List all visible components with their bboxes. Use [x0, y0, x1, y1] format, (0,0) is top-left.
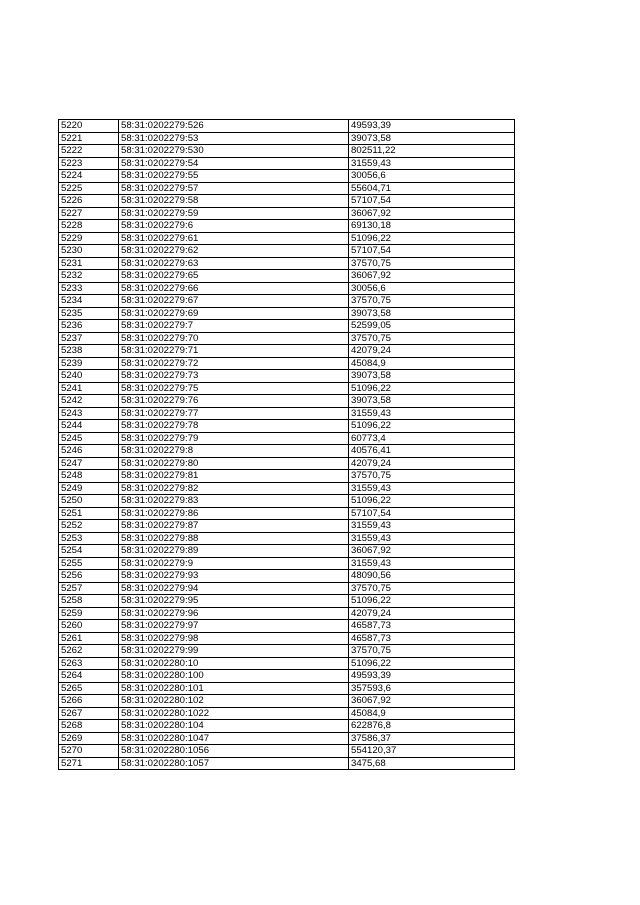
- cadastral-number-cell: 58:31:0202279:72: [119, 357, 349, 370]
- table-row: [59, 545, 515, 558]
- cadastral-number-cell: 58:31:0202279:69: [119, 307, 349, 320]
- row-number-cell: 5239: [59, 357, 119, 370]
- cadastral-number-cell: 58:31:0202280:1056: [119, 745, 349, 758]
- value-cell: 57107,54: [349, 507, 515, 520]
- table-row: [59, 420, 515, 433]
- value-cell: 51096,22: [349, 232, 515, 245]
- table-row: [59, 245, 515, 258]
- row-number-cell: 5260: [59, 620, 119, 633]
- row-number-cell: 5225: [59, 182, 119, 195]
- value-cell: 31559,43: [349, 557, 515, 570]
- cadastral-number-cell: 58:31:0202279:81: [119, 470, 349, 483]
- value-cell: 31559,43: [349, 482, 515, 495]
- cadastral-number-cell: 58:31:0202279:65: [119, 270, 349, 283]
- row-number-cell: 5222: [59, 145, 119, 158]
- cadastral-number-cell: 58:31:0202279:77: [119, 407, 349, 420]
- row-number-cell: 5231: [59, 257, 119, 270]
- table-row: [59, 632, 515, 645]
- table-row: [59, 320, 515, 333]
- table-body: [59, 120, 515, 770]
- value-cell: 36067,92: [349, 207, 515, 220]
- value-cell: 357593,6: [349, 682, 515, 695]
- value-cell: 69130,18: [349, 220, 515, 233]
- row-number-cell: 5245: [59, 432, 119, 445]
- cadastral-number-cell: 58:31:0202279:526: [119, 120, 349, 133]
- cadastral-number-cell: 58:31:0202279:57: [119, 182, 349, 195]
- row-number-cell: 5232: [59, 270, 119, 283]
- value-cell: 42079,24: [349, 457, 515, 470]
- row-number-cell: 5257: [59, 582, 119, 595]
- row-number-cell: 5254: [59, 545, 119, 558]
- value-cell: 31559,43: [349, 532, 515, 545]
- cadastral-number-cell: 58:31:0202279:99: [119, 645, 349, 658]
- cadastral-value-table: [58, 119, 515, 770]
- row-number-cell: 5230: [59, 245, 119, 258]
- row-number-cell: 5252: [59, 520, 119, 533]
- row-number-cell: 5262: [59, 645, 119, 658]
- cadastral-number-cell: 58:31:0202280:104: [119, 720, 349, 733]
- table-row: [59, 470, 515, 483]
- table-row: [59, 495, 515, 508]
- row-number-cell: 5258: [59, 595, 119, 608]
- row-number-cell: 5220: [59, 120, 119, 133]
- value-cell: 37570,75: [349, 332, 515, 345]
- table-row: [59, 695, 515, 708]
- cadastral-number-cell: 58:31:0202279:86: [119, 507, 349, 520]
- table-row: [59, 582, 515, 595]
- row-number-cell: 5224: [59, 170, 119, 183]
- value-cell: 39073,58: [349, 307, 515, 320]
- table-row: [59, 332, 515, 345]
- value-cell: 3475,68: [349, 757, 515, 770]
- cadastral-number-cell: 58:31:0202279:98: [119, 632, 349, 645]
- table-row: [59, 207, 515, 220]
- table-row: [59, 507, 515, 520]
- value-cell: 622876,8: [349, 720, 515, 733]
- table-row: [59, 395, 515, 408]
- row-number-cell: 5249: [59, 482, 119, 495]
- value-cell: 36067,92: [349, 545, 515, 558]
- table-row: [59, 607, 515, 620]
- value-cell: 51096,22: [349, 420, 515, 433]
- row-number-cell: 5267: [59, 707, 119, 720]
- cadastral-number-cell: 58:31:0202279:96: [119, 607, 349, 620]
- value-cell: 36067,92: [349, 270, 515, 283]
- cadastral-number-cell: 58:31:0202279:79: [119, 432, 349, 445]
- row-number-cell: 5248: [59, 470, 119, 483]
- value-cell: 49593,39: [349, 120, 515, 133]
- row-number-cell: 5240: [59, 370, 119, 383]
- table-row: [59, 370, 515, 383]
- table-row: [59, 307, 515, 320]
- table-row: [59, 682, 515, 695]
- cadastral-number-cell: 58:31:0202279:70: [119, 332, 349, 345]
- value-cell: 802511,22: [349, 145, 515, 158]
- row-number-cell: 5228: [59, 220, 119, 233]
- value-cell: 31559,43: [349, 157, 515, 170]
- table-row: [59, 407, 515, 420]
- cadastral-number-cell: 58:31:0202280:1047: [119, 732, 349, 745]
- cadastral-number-cell: 58:31:0202279:63: [119, 257, 349, 270]
- table-row: [59, 445, 515, 458]
- cadastral-number-cell: 58:31:0202280:1057: [119, 757, 349, 770]
- row-number-cell: 5234: [59, 295, 119, 308]
- row-number-cell: 5255: [59, 557, 119, 570]
- cadastral-number-cell: 58:31:0202280:10: [119, 657, 349, 670]
- value-cell: 52599,05: [349, 320, 515, 333]
- table-row: [59, 532, 515, 545]
- row-number-cell: 5264: [59, 670, 119, 683]
- cadastral-number-cell: 58:31:0202279:88: [119, 532, 349, 545]
- value-cell: 46587,73: [349, 620, 515, 633]
- cadastral-number-cell: 58:31:0202279:61: [119, 232, 349, 245]
- value-cell: 37570,75: [349, 295, 515, 308]
- table-row: [59, 257, 515, 270]
- cadastral-number-cell: 58:31:0202279:530: [119, 145, 349, 158]
- cadastral-number-cell: 58:31:0202279:95: [119, 595, 349, 608]
- table-row: [59, 457, 515, 470]
- table-row: [59, 595, 515, 608]
- row-number-cell: 5243: [59, 407, 119, 420]
- value-cell: 40576,41: [349, 445, 515, 458]
- value-cell: 51096,22: [349, 657, 515, 670]
- table-row: [59, 182, 515, 195]
- cadastral-number-cell: 58:31:0202279:67: [119, 295, 349, 308]
- table-row: [59, 557, 515, 570]
- row-number-cell: 5221: [59, 132, 119, 145]
- row-number-cell: 5270: [59, 745, 119, 758]
- table-row: [59, 645, 515, 658]
- cadastral-number-cell: 58:31:0202279:94: [119, 582, 349, 595]
- cadastral-number-cell: 58:31:0202279:54: [119, 157, 349, 170]
- value-cell: 55604,71: [349, 182, 515, 195]
- value-cell: 42079,24: [349, 607, 515, 620]
- table-row: [59, 732, 515, 745]
- value-cell: 31559,43: [349, 520, 515, 533]
- cadastral-number-cell: 58:31:0202279:71: [119, 345, 349, 358]
- value-cell: 30056,6: [349, 282, 515, 295]
- value-cell: 37586,37: [349, 732, 515, 745]
- cadastral-number-cell: 58:31:0202279:75: [119, 382, 349, 395]
- cadastral-number-cell: 58:31:0202280:100: [119, 670, 349, 683]
- value-cell: 48090,56: [349, 570, 515, 583]
- row-number-cell: 5265: [59, 682, 119, 695]
- table-row: [59, 670, 515, 683]
- table-row: [59, 745, 515, 758]
- cadastral-number-cell: 58:31:0202279:83: [119, 495, 349, 508]
- table-row: [59, 157, 515, 170]
- row-number-cell: 5227: [59, 207, 119, 220]
- cadastral-number-cell: 58:31:0202279:87: [119, 520, 349, 533]
- cadastral-number-cell: 58:31:0202279:7: [119, 320, 349, 333]
- row-number-cell: 5247: [59, 457, 119, 470]
- value-cell: 51096,22: [349, 495, 515, 508]
- cadastral-number-cell: 58:31:0202279:80: [119, 457, 349, 470]
- value-cell: 37570,75: [349, 645, 515, 658]
- row-number-cell: 5242: [59, 395, 119, 408]
- cadastral-number-cell: 58:31:0202279:73: [119, 370, 349, 383]
- value-cell: 45084,9: [349, 357, 515, 370]
- table-row: [59, 145, 515, 158]
- row-number-cell: 5253: [59, 532, 119, 545]
- table-row: [59, 720, 515, 733]
- table-row: [59, 657, 515, 670]
- row-number-cell: 5246: [59, 445, 119, 458]
- table-row: [59, 170, 515, 183]
- row-number-cell: 5259: [59, 607, 119, 620]
- row-number-cell: 5256: [59, 570, 119, 583]
- table-row: [59, 570, 515, 583]
- table-row: [59, 270, 515, 283]
- row-number-cell: 5263: [59, 657, 119, 670]
- cadastral-number-cell: 58:31:0202279:62: [119, 245, 349, 258]
- table-row: [59, 345, 515, 358]
- table-row: [59, 232, 515, 245]
- value-cell: 37570,75: [349, 470, 515, 483]
- row-number-cell: 5271: [59, 757, 119, 770]
- table-row: [59, 757, 515, 770]
- table-row: [59, 282, 515, 295]
- row-number-cell: 5236: [59, 320, 119, 333]
- row-number-cell: 5235: [59, 307, 119, 320]
- row-number-cell: 5226: [59, 195, 119, 208]
- cadastral-number-cell: 58:31:0202279:6: [119, 220, 349, 233]
- value-cell: 46587,73: [349, 632, 515, 645]
- row-number-cell: 5223: [59, 157, 119, 170]
- row-number-cell: 5229: [59, 232, 119, 245]
- cadastral-number-cell: 58:31:0202279:97: [119, 620, 349, 633]
- value-cell: 39073,58: [349, 395, 515, 408]
- cadastral-number-cell: 58:31:0202280:1022: [119, 707, 349, 720]
- row-number-cell: 5244: [59, 420, 119, 433]
- value-cell: 51096,22: [349, 595, 515, 608]
- row-number-cell: 5261: [59, 632, 119, 645]
- cadastral-number-cell: 58:31:0202280:102: [119, 695, 349, 708]
- cadastral-number-cell: 58:31:0202279:82: [119, 482, 349, 495]
- cadastral-number-cell: 58:31:0202279:55: [119, 170, 349, 183]
- table-row: [59, 382, 515, 395]
- row-number-cell: 5251: [59, 507, 119, 520]
- cadastral-number-cell: 58:31:0202280:101: [119, 682, 349, 695]
- value-cell: 45084,9: [349, 707, 515, 720]
- table-row: [59, 432, 515, 445]
- value-cell: 30056,6: [349, 170, 515, 183]
- row-number-cell: 5233: [59, 282, 119, 295]
- row-number-cell: 5250: [59, 495, 119, 508]
- value-cell: 57107,54: [349, 195, 515, 208]
- value-cell: 51096,22: [349, 382, 515, 395]
- cadastral-number-cell: 58:31:0202279:53: [119, 132, 349, 145]
- table-row: [59, 295, 515, 308]
- table-row: [59, 357, 515, 370]
- table-row: [59, 195, 515, 208]
- value-cell: 554120,37: [349, 745, 515, 758]
- cadastral-number-cell: 58:31:0202279:78: [119, 420, 349, 433]
- value-cell: 31559,43: [349, 407, 515, 420]
- cadastral-number-cell: 58:31:0202279:59: [119, 207, 349, 220]
- value-cell: 37570,75: [349, 582, 515, 595]
- cadastral-number-cell: 58:31:0202279:8: [119, 445, 349, 458]
- row-number-cell: 5268: [59, 720, 119, 733]
- cadastral-number-cell: 58:31:0202279:76: [119, 395, 349, 408]
- value-cell: 39073,58: [349, 132, 515, 145]
- value-cell: 49593,39: [349, 670, 515, 683]
- table-row: [59, 520, 515, 533]
- cadastral-number-cell: 58:31:0202279:58: [119, 195, 349, 208]
- value-cell: 60773,4: [349, 432, 515, 445]
- row-number-cell: 5241: [59, 382, 119, 395]
- row-number-cell: 5269: [59, 732, 119, 745]
- table-row: [59, 482, 515, 495]
- cadastral-number-cell: 58:31:0202279:9: [119, 557, 349, 570]
- row-number-cell: 5238: [59, 345, 119, 358]
- row-number-cell: 5266: [59, 695, 119, 708]
- cadastral-number-cell: 58:31:0202279:93: [119, 570, 349, 583]
- value-cell: 42079,24: [349, 345, 515, 358]
- value-cell: 57107,54: [349, 245, 515, 258]
- table-row: [59, 120, 515, 133]
- table-row: [59, 132, 515, 145]
- table-row: [59, 707, 515, 720]
- row-number-cell: 5237: [59, 332, 119, 345]
- value-cell: 39073,58: [349, 370, 515, 383]
- value-cell: 37570,75: [349, 257, 515, 270]
- table-row: [59, 620, 515, 633]
- cadastral-number-cell: 58:31:0202279:89: [119, 545, 349, 558]
- value-cell: 36067,92: [349, 695, 515, 708]
- table-row: [59, 220, 515, 233]
- cadastral-number-cell: 58:31:0202279:66: [119, 282, 349, 295]
